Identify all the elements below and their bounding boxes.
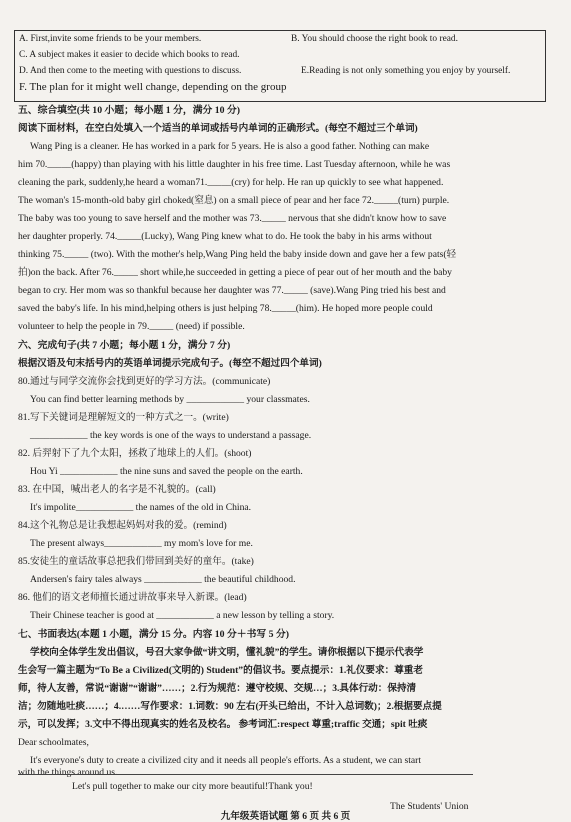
option-c: C. A subject makes it easier to decide which books to read. [19,50,240,60]
q81-english: ____________ the key words is one of the ways to understand a passage. [30,430,312,441]
option-d: D. And then come to the meeting with questions to discuss. [19,66,242,76]
options-box [14,30,546,102]
section5-line-3: cleaning the park, suddenly,he heard a woman71._____(cry) for help. He ran up quickly to see what happened. [18,177,444,188]
options-row-3 [19,64,541,80]
q82-chinese: 82. 后羿射下了九个太阳，拯救了地球上的人们。(shoot) [18,448,252,459]
section5-heading: 五、综合填空(共 10 小题；每小题 1 分，满分 10 分) [18,105,241,116]
section7-prompt-5: 示，可以发挥；3.文中不得出现真实的姓名及校名。 参考词汇:respect 尊重;traffic 交通；spit 吐痰 [18,719,428,730]
option-e: E.Reading is not only something you enjoy by yourself. [301,66,511,76]
section7-heading: 七、书面表达(本题 1 小题，满分 15 分。内容 10 分＋书写 5 分) [18,629,290,640]
section5-line-4: The woman's 15-month-old baby girl choked(窒息) on a small piece of pear and her face 72._____(turn) purple. [18,195,450,206]
section7-prompt-3: 师，待人友善，常说“谢谢”“谢谢”……；2.行为规范：遵守校规、交规…；3.具体行动：保持清 [18,683,417,694]
section5-line-1: Wang Ping is a cleaner. He has worked in a park for 5 years. He is also a good father. Nothing can make [30,141,430,152]
section5-line-6: her daughter properly. 74._____(Lucky), Wang Ping knew what to do. He took the baby in his arms without [18,231,432,242]
writing-area-line [18,774,473,775]
section7-prompt-1: 学校向全体学生发出倡议，号召大家争做“讲文明，懂礼貌”的学生。请你根据以下提示代表学 [30,647,424,658]
section5-instruction: 阅读下面材料，在空白处填入一个适当的单词或括号内单词的正确形式。(每空不超过三个单词) [18,123,418,134]
q81-chinese: 81.写下关键词是理解短文的一种方式之一。(write) [18,412,229,423]
option-f: F. The plan for it might well change, depending on the group [19,81,287,93]
section5-line-7: thinking 75._____ (two). With the mother's help,Wang Ping held the baby inside down and gave her a few pats(轻 [18,249,457,260]
q80-english: You can find better learning methods by ____________ your classmates. [30,394,310,405]
salutation: Dear schoolmates, [18,737,89,748]
q85-english: Andersen's fairy tales always ____________ the beautiful childhood. [30,574,296,585]
q83-english: It's impolite____________ the names of the old in China. [30,502,252,513]
options-row-2 [19,48,541,64]
section5-line-11: volunteer to help the people in 79._____ (need) if possible. [18,321,245,332]
option-b: B. You should choose the right book to read. [291,34,458,44]
page-footer: 九年级英语试题 第 6 页 共 6 页 [220,811,351,822]
q84-chinese: 84.这个礼物总是让我想起妈妈对我的爱。(remind) [18,520,227,531]
options-row-4 [19,80,541,96]
option-a: A. First,invite some friends to be your members. [19,34,202,44]
section7-prompt-4: 洁；勿随地吐痰……；4.……写作要求：1.词数：90 左右(开头已给出，不计入总词数)；2.根据要点提 [18,701,442,712]
section5-line-8: 拍)on the back. After 76._____ short while,he succeeded in getting a piece of pear out of her mouth and the baby [18,267,452,278]
closing-line: Let's pull together to make our city more beautiful!Thank you! [72,781,313,792]
q86-english: Their Chinese teacher is good at ____________ a new lesson by telling a story. [30,610,335,621]
q80-chinese: 80.通过与同学交流你会找到更好的学习方法。(communicate) [18,376,271,387]
q84-english: The present always____________ my mom's love for me. [30,538,253,549]
section5-line-2: him 70._____(happy) than playing with his little daughter in his free time. Last Tuesday afternoon, while he was [18,159,451,170]
section7-prompt-2: 生会写一篇主题为“To Be a Civilized(文明的) Student”的倡议书。要点提示：1.礼仪要求：尊重老 [18,665,423,676]
section5-line-5: The baby was too young to save herself and the mother was 73._____ nervous that she didn't know how to save [18,213,447,224]
q82-english: Hou Yi ____________ the nine suns and saved the people on the earth. [30,466,303,477]
q83-chinese: 83. 在中国，喊出老人的名字是不礼貌的。(call) [18,484,216,495]
opening-line-2: with the things around us. [18,767,118,778]
q85-chinese: 85.安徒生的童话故事总把我们带回到美好的童年。(take) [18,556,254,567]
section6-instruction: 根据汉语及句末括号内的英语单词提示完成句子。(每空不超过四个单词) [18,358,322,369]
section6-heading: 六、完成句子(共 7 小题；每小题 1 分，满分 7 分) [18,340,231,351]
opening-line-1: It's everyone's duty to create a civilized city and it needs all people's efforts. As a student, we can start [30,755,422,766]
section5-line-10: saved the baby's life. In his mind,helping others is just helping 78._____(him). He hoped more people could [18,303,433,314]
signature: The Students' Union [390,801,469,812]
section5-line-9: began to cry. Her mom was so thankful because her daughter was 77._____ (save).Wang Ping tried his best and [18,285,446,296]
q86-chinese: 86. 他们的语文老师擅长通过讲故事来导入新课。(lead) [18,592,247,603]
options-row-1 [19,32,541,48]
